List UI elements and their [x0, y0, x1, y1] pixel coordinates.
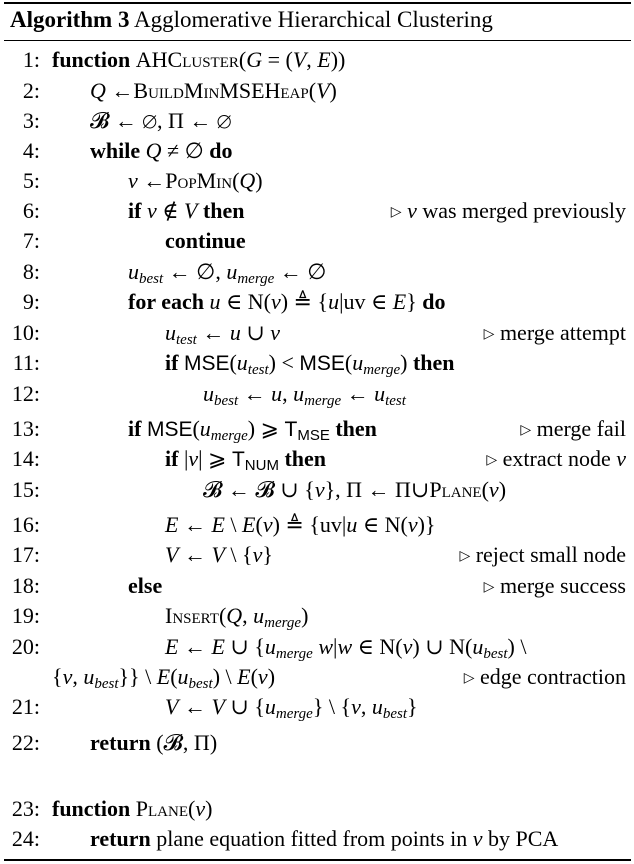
algorithm-line	[0, 512, 634, 540]
line-number: 17:	[11, 542, 40, 567]
algorithm-line	[0, 477, 634, 505]
algorithm-caption	[10, 7, 493, 33]
line-number: 10:	[11, 320, 40, 345]
algorithm-line	[0, 730, 634, 758]
line-comment: ▷ v was merged previously	[390, 198, 626, 223]
line-number: 20:	[11, 634, 40, 659]
line-number: 12:	[11, 381, 40, 406]
line-code: {v, $u_{best}$}} \ $E(u_{best})$ \ E(v)	[52, 664, 276, 692]
line-code: Q ←BuildMinMSEHeap(V)	[90, 78, 337, 103]
line-number: 7:	[22, 228, 40, 253]
line-comment: ▷ merge success	[483, 573, 626, 598]
line-number: 13:	[11, 416, 40, 441]
line-code: $u_{best}$ ← ∅, $u_{merge}$ ← ∅	[128, 259, 327, 287]
line-code: return (𝓑, Π)	[90, 730, 218, 755]
line-code: if $MSE(u_{merge})$ ⩾ TMSE then	[128, 416, 377, 444]
line-number: 6:	[22, 198, 40, 223]
line-code: if $MSE(u_{test}) < MSE(u_{merge})$ then	[165, 350, 455, 378]
line-number: 15:	[11, 477, 40, 502]
line-code: if |v| ⩾ TNUM then	[165, 446, 327, 474]
algorithm-line	[0, 603, 634, 631]
algorithm-line	[0, 664, 634, 692]
algorithm-label: Algorithm 3	[10, 7, 130, 32]
line-number: 14:	[11, 446, 40, 471]
line-code: Insert(Q, $u_{merge}$)	[165, 603, 309, 631]
line-number: 19:	[11, 603, 40, 628]
line-comment: ▷ edge contraction	[463, 664, 626, 689]
line-code: while Q ≠ ∅ do	[90, 138, 233, 163]
line-comment: ▷ merge fail	[520, 416, 626, 441]
line-code: else	[128, 573, 163, 598]
line-code: continue	[165, 228, 246, 253]
algorithm-line	[0, 416, 634, 444]
algorithm-line	[0, 47, 634, 75]
line-comment: ▷ merge attempt	[483, 320, 626, 345]
algorithm-line	[0, 78, 634, 106]
algorithm-line	[0, 289, 634, 317]
line-code: for each u ∈ N(v) ≜ {u|uv ∈ E} do	[128, 289, 446, 314]
line-number: 2:	[22, 78, 40, 103]
algorithm-line	[0, 259, 634, 287]
line-number: 22:	[11, 730, 40, 755]
line-number: 8:	[22, 259, 40, 284]
line-number: 23:	[11, 796, 40, 821]
algorithm-line	[0, 796, 634, 824]
line-number: 18:	[11, 573, 40, 598]
algorithm-line	[0, 108, 634, 136]
algorithm-line	[0, 350, 634, 378]
line-comment: ▷ extract node v	[486, 446, 626, 471]
algorithm-line	[0, 228, 634, 256]
algorithm-title: Agglomerative Hierarchical Clustering	[133, 7, 493, 32]
line-number: 1:	[22, 47, 40, 72]
line-code: V ← V ∪ $\{u_{merge}\}$ \ {v, $u_{best}$}	[165, 694, 418, 722]
algorithm-line	[0, 320, 634, 348]
line-code: E ← E ∪ {$u_{merge}$ w|w ∈ N(v) ∪ $N(u_{best})$ \	[165, 634, 527, 662]
algorithm-line	[0, 138, 634, 166]
algorithm-line	[0, 694, 634, 722]
algorithm-line	[0, 381, 634, 409]
line-code: v ←PopMin(Q)	[128, 168, 263, 193]
algorithm-line	[0, 168, 634, 196]
line-code: $u_{best}$ ← u, $u_{merge}$ ← $u_{test}$	[203, 381, 406, 409]
top-rule	[4, 2, 631, 4]
algorithm-line	[0, 198, 634, 226]
line-number: 24:	[11, 826, 40, 851]
algorithm-line	[0, 573, 634, 601]
line-number: 3:	[22, 108, 40, 133]
line-code: if v ∉ V then	[128, 198, 245, 223]
line-number: 21:	[11, 694, 40, 719]
line-code: function AHCluster(G = (V, E))	[52, 47, 346, 72]
line-number: 11:	[12, 350, 40, 375]
line-number: 5:	[22, 168, 40, 193]
caption-rule	[4, 40, 631, 41]
algorithm-line	[0, 446, 634, 474]
line-code: $u_{test}$ ← u ∪ v	[165, 320, 281, 348]
line-number: 4:	[22, 138, 40, 163]
line-code: return plane equation fitted from points in v by PCA	[90, 826, 559, 851]
algorithm-line	[0, 542, 634, 570]
line-code: 𝓑 ← ∅, Π ← ∅	[90, 108, 232, 133]
algorithm-line	[0, 826, 634, 854]
line-code: 𝓑 ← 𝓑 ∪ {v}, Π ← Π∪Plane(v)	[203, 477, 507, 502]
algorithm-line	[0, 634, 634, 662]
line-code: function Plane(v)	[52, 796, 213, 821]
bottom-rule	[4, 859, 631, 861]
line-code: V ← V \ {v}	[165, 542, 273, 567]
line-comment: ▷ reject small node	[459, 542, 626, 567]
line-code: E ← E \ E(v) ≜ {uv|u ∈ N(v)}	[165, 512, 436, 537]
line-number: 9:	[22, 289, 40, 314]
line-number: 16:	[11, 512, 40, 537]
